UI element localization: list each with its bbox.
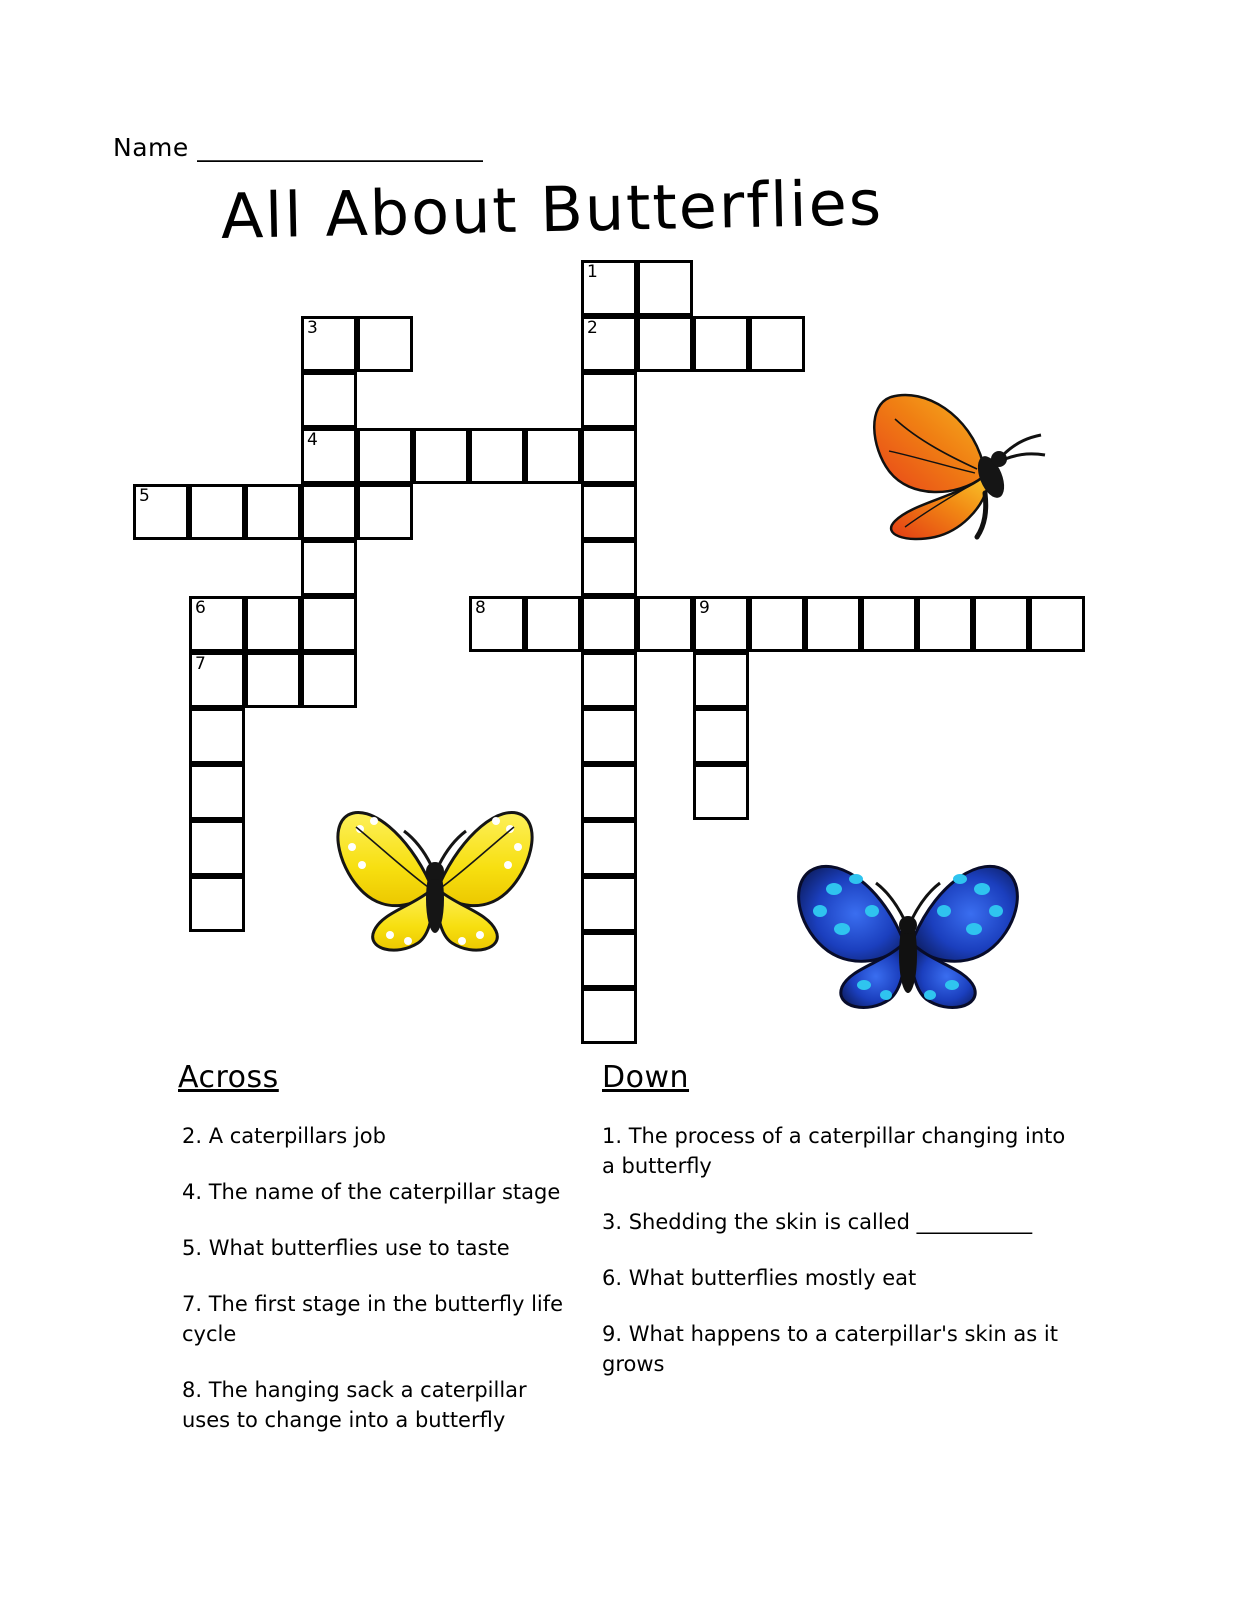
name-field-label: Name ______________________ — [113, 133, 484, 162]
crossword-cell[interactable] — [581, 820, 637, 876]
crossword-cell[interactable] — [693, 764, 749, 820]
cell-number: 6 — [195, 598, 206, 618]
crossword-cell[interactable] — [693, 708, 749, 764]
crossword-cell[interactable] — [189, 876, 245, 932]
down-clue-1: 1. The process of a caterpillar changing into a butterfly — [602, 1124, 1066, 1178]
crossword-cell-7[interactable] — [189, 652, 245, 708]
crossword-cell[interactable] — [525, 428, 581, 484]
across-clue-2: 2. A caterpillars job — [182, 1124, 386, 1148]
crossword-cell[interactable] — [861, 596, 917, 652]
crossword-cell[interactable] — [581, 484, 637, 540]
crossword-cell[interactable] — [413, 428, 469, 484]
crossword-cell[interactable] — [189, 764, 245, 820]
crossword-cell-5[interactable] — [133, 484, 189, 540]
crossword-cell[interactable] — [245, 484, 301, 540]
cell-number: 4 — [307, 430, 318, 450]
crossword-cell[interactable] — [917, 596, 973, 652]
crossword-cell[interactable] — [189, 484, 245, 540]
cell-number: 8 — [475, 598, 486, 618]
crossword-cell[interactable] — [581, 876, 637, 932]
crossword-cell[interactable] — [189, 708, 245, 764]
crossword-cell[interactable] — [469, 428, 525, 484]
crossword-cell[interactable] — [637, 316, 693, 372]
across-heading: Across — [178, 1060, 279, 1095]
crossword-cell[interactable] — [301, 484, 357, 540]
blue-butterfly — [790, 845, 1025, 1030]
down-clue-9: 9. What happens to a caterpillar's skin as it grows — [602, 1322, 1058, 1376]
cell-number: 3 — [307, 318, 318, 338]
yellow-butterfly — [330, 795, 540, 970]
cell-number: 5 — [139, 486, 150, 506]
crossword-cell[interactable] — [749, 316, 805, 372]
crossword-cell[interactable] — [525, 596, 581, 652]
crossword-cell[interactable] — [581, 428, 637, 484]
clues-down — [602, 1060, 1072, 1405]
crossword-cell[interactable] — [637, 260, 693, 316]
crossword-cell-4[interactable] — [301, 428, 357, 484]
crossword-cell-9[interactable] — [693, 596, 749, 652]
crossword-cell[interactable] — [301, 372, 357, 428]
crossword-cell[interactable] — [357, 428, 413, 484]
crossword-cell[interactable] — [581, 596, 637, 652]
crossword-cell[interactable] — [581, 652, 637, 708]
crossword-cell[interactable] — [637, 596, 693, 652]
down-heading: Down — [602, 1060, 690, 1095]
crossword-cell-3[interactable] — [301, 316, 357, 372]
crossword-cell[interactable] — [189, 820, 245, 876]
cell-number: 2 — [587, 318, 598, 338]
down-clue-3: 3. Shedding the skin is called ___________ — [602, 1210, 1033, 1234]
orange-butterfly — [865, 385, 1050, 550]
crossword-cell[interactable] — [749, 596, 805, 652]
down-clue-6: 6. What butterflies mostly eat — [602, 1266, 917, 1290]
crossword-cell[interactable] — [581, 540, 637, 596]
crossword-cell[interactable] — [357, 316, 413, 372]
page-title: All About Butterflies — [220, 166, 884, 253]
crossword-cell[interactable] — [245, 596, 301, 652]
crossword-cell[interactable] — [301, 596, 357, 652]
crossword-cell[interactable] — [1029, 596, 1085, 652]
cell-number: 1 — [587, 262, 598, 282]
crossword-cell-1[interactable] — [581, 260, 637, 316]
across-clue-8: 8. The hanging sack a caterpillar uses to change into a butterfly — [182, 1378, 527, 1432]
crossword-cell[interactable] — [581, 988, 637, 1044]
clues-across — [178, 1060, 578, 1461]
crossword-cell[interactable] — [581, 372, 637, 428]
crossword-cell[interactable] — [581, 708, 637, 764]
crossword-cell[interactable] — [805, 596, 861, 652]
across-clue-5: 5. What butterflies use to taste — [182, 1236, 510, 1260]
crossword-cell[interactable] — [581, 932, 637, 988]
crossword-cell[interactable] — [973, 596, 1029, 652]
crossword-cell[interactable] — [245, 652, 301, 708]
crossword-cell[interactable] — [301, 652, 357, 708]
across-clue-4: 4. The name of the caterpillar stage — [182, 1180, 561, 1204]
crossword-cell[interactable] — [693, 652, 749, 708]
cell-number: 7 — [195, 654, 206, 674]
crossword-cell-8[interactable] — [469, 596, 525, 652]
across-clue-7: 7. The first stage in the butterfly life cycle — [182, 1292, 564, 1346]
crossword-cell[interactable] — [301, 540, 357, 596]
crossword-cell[interactable] — [357, 484, 413, 540]
crossword-cell-6[interactable] — [189, 596, 245, 652]
crossword-cell[interactable] — [693, 316, 749, 372]
cell-number: 9 — [699, 598, 710, 618]
crossword-cell[interactable] — [581, 764, 637, 820]
crossword-cell-2[interactable] — [581, 316, 637, 372]
